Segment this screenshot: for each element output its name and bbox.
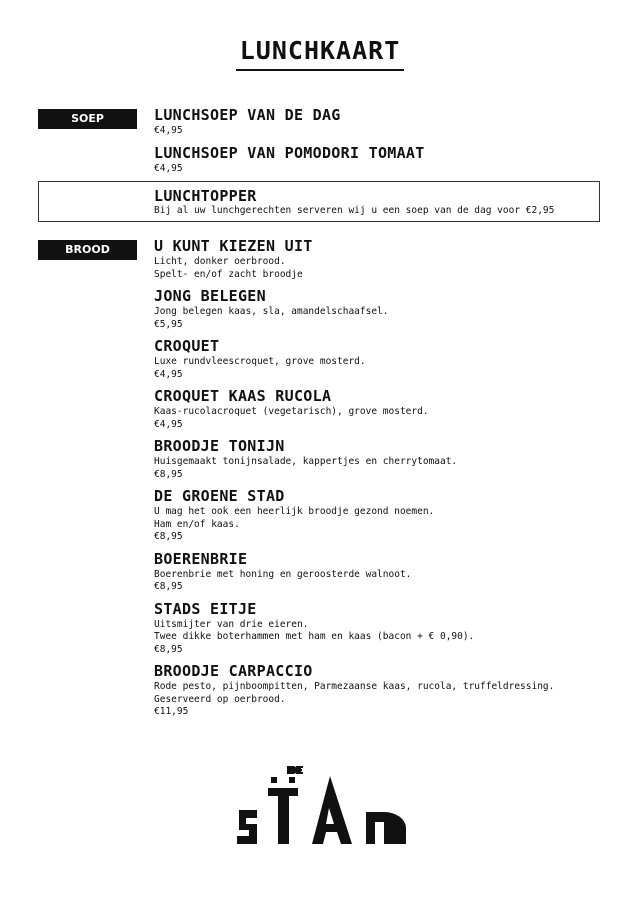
item-price: €5,95: [154, 318, 183, 330]
item-desc: Kaas-rucolacroquet (vegetarisch), grove mosterd.: [154, 406, 429, 417]
item-name: LUNCHSOEP VAN POMODORI TOMAAT: [154, 143, 425, 162]
section-label-soep: SOEP: [38, 109, 137, 129]
logo-big-text: [237, 776, 406, 844]
item-desc: Ham en/of kaas.: [154, 518, 240, 530]
item-name: BROODJE CARPACCIO: [154, 662, 313, 680]
menu-item: [154, 387, 554, 431]
lunchtopper-text: Bij al uw lunchgerechten serveren wij u een soep van de dag voor €2,95: [154, 205, 555, 216]
item-name: U KUNT KIEZEN UIT: [154, 237, 313, 255]
menu-item: [154, 337, 554, 381]
item-desc: U mag het ook een heerlijk broodje gezond noemen.: [154, 506, 435, 517]
item-desc: Twee dikke boterhammen met ham en kaas (bacon + € 0,90).: [154, 631, 475, 642]
logo-small-text: [287, 766, 303, 774]
item-price: €4,95: [154, 418, 183, 430]
item-name: CROQUET KAAS RUCOLA: [154, 387, 332, 405]
item-price: €11,95: [154, 706, 189, 717]
item-desc: Licht, donker oerbrood.: [154, 256, 286, 267]
item-name: CROQUET: [154, 337, 220, 355]
item-price: €8,95: [154, 531, 183, 542]
item-price: €8,95: [154, 643, 183, 655]
title-underline: [236, 69, 404, 71]
item-name: LUNCHSOEP VAN DE DAG: [154, 106, 341, 124]
menu-item: [154, 662, 554, 719]
item-name: BOERENBRIE: [154, 549, 248, 568]
item-price: €8,95: [154, 468, 183, 480]
menu-item: [154, 550, 554, 594]
menu-item: [154, 487, 554, 544]
item-desc: Huisgemaakt tonijnsalade, kappertjes en cherrytomaat.: [154, 456, 458, 467]
page-title: LUNCHKAART: [239, 36, 401, 65]
lunchtopper-box: [38, 181, 600, 222]
item-name: DE GROENE STAD: [154, 487, 285, 505]
menu-item: [154, 144, 425, 176]
item-desc: Jong belegen kaas, sla, amandelschaafsel.: [154, 306, 389, 317]
item-desc: Rode pesto, pijnboompitten, Parmezaanse kaas, rucola, truffeldressing.: [154, 681, 555, 692]
menu-item: [154, 437, 554, 481]
item-name: JONG BELEGEN: [154, 287, 266, 305]
item-name: BROODJE TONIJN: [154, 437, 285, 455]
item-name: STADS EITJE: [154, 599, 257, 618]
menu-item: [154, 237, 554, 281]
item-desc: Luxe rundvleescroquet, grove mosterd.: [154, 356, 366, 367]
menu-item: [154, 106, 425, 138]
section-soep: [154, 106, 425, 181]
item-price: €4,95: [154, 162, 183, 174]
lunchtopper-title: LUNCHTOPPER: [154, 187, 257, 205]
item-price: €8,95: [154, 581, 183, 592]
section-label-brood: BROOD: [38, 240, 137, 260]
section-brood: [154, 237, 554, 725]
menu-item: [154, 600, 554, 657]
item-desc: Spelt- en/of zacht broodje: [154, 268, 303, 280]
item-desc: Uitsmijter van drie eieren.: [154, 618, 309, 630]
menu-item: [154, 287, 554, 331]
item-price: €4,95: [154, 368, 183, 380]
item-desc: Geserveerd op oerbrood.: [154, 693, 286, 705]
item-price: €4,95: [154, 125, 183, 136]
de-stad-logo: [230, 760, 415, 855]
item-desc: Boerenbrie met honing en geroosterde walnoot.: [154, 568, 412, 580]
